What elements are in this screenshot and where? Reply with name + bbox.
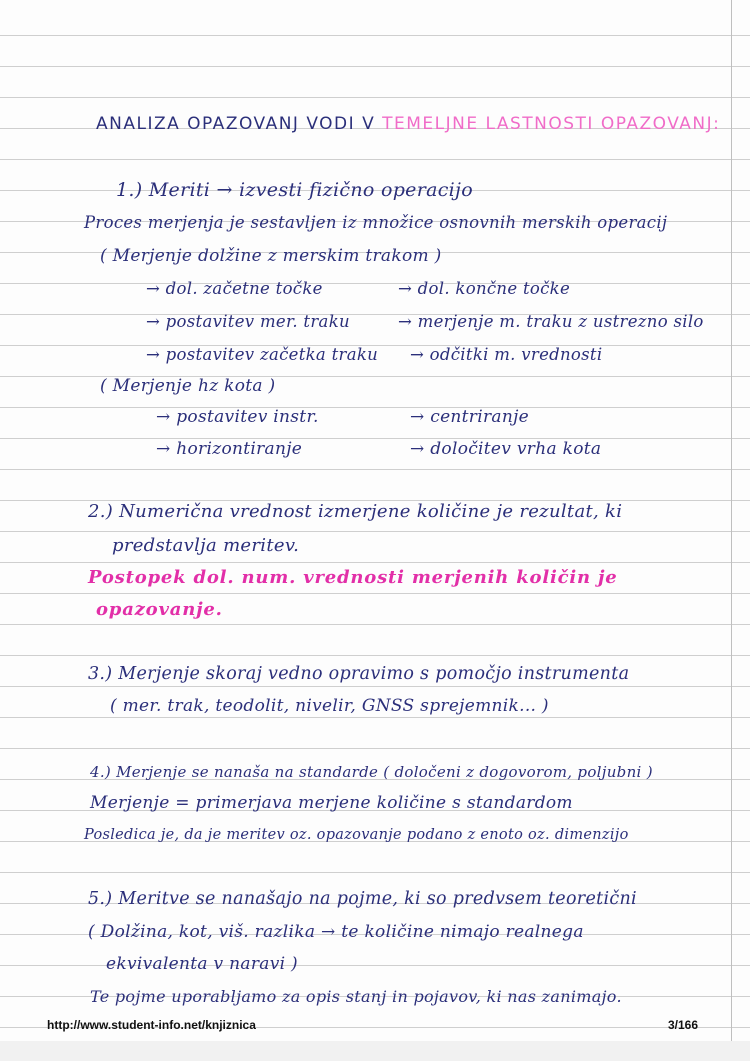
s1-line-9a: → horizontiranje — [156, 439, 303, 459]
s2-pink-line-2: opazovanje. — [96, 599, 223, 620]
s2-pink-line-1: Postopek dol. num. vrednosti merjenih količin je — [88, 567, 618, 588]
margin-line — [731, 0, 732, 1061]
s4-line-1: 4.) Merjenje se nanaša na standarde ( določeni z dogovorom, poljubni ) — [90, 763, 653, 781]
s2-line-2: predstavlja meritev. — [112, 535, 300, 556]
s1-line-8b: → centriranje — [410, 407, 530, 427]
s1-line-8a: → postavitev instr. — [156, 407, 319, 427]
page-bottom-edge — [0, 1041, 750, 1061]
s4-line-3: Posledica je, da je meritev oz. opazovanje podano z enoto oz. dimenzijo — [84, 827, 629, 843]
heading-highlight: TEMELJNE LASTNOSTI OPAZOVANJ: — [382, 114, 721, 134]
s1-line-6b: → odčitki m. vrednosti — [410, 345, 603, 364]
s1-line-7: ( Merjenje hz kota ) — [100, 376, 276, 396]
heading-prefix: ANALIZA OPAZOVANJ VODI V — [96, 114, 376, 134]
s5-line-1: 5.) Meritve se nanašajo na pojme, ki so predvsem teoretični — [88, 889, 637, 909]
s1-line-1: 1.) Meriti → izvesti fizično operacijo — [116, 179, 473, 201]
s1-line-5b: → merjenje m. traku z ustrezno silo — [398, 312, 704, 331]
s1-line-3: ( Merjenje dolžine z merskim trakom ) — [100, 246, 442, 266]
page-number: 3/166 — [668, 1018, 699, 1032]
s2-line-1: 2.) Numerična vrednost izmerjene količine je rezultat, ki — [88, 501, 623, 522]
footer-url[interactable]: http://www.student-info.net/knjiznica — [47, 1018, 256, 1032]
s1-line-4b: → dol. končne točke — [398, 279, 571, 298]
s3-line-1: 3.) Merjenje skoraj vedno opravimo s pomočjo instrumenta — [88, 664, 630, 684]
s3-line-2: ( mer. trak, teodolit, nivelir, GNSS sprejemnik... ) — [110, 696, 549, 716]
s5-line-4: Te pojme uporabljamo za opis stanj in pojavov, ki nas zanimajo. — [90, 987, 622, 1006]
s1-line-4a: → dol. začetne točke — [146, 279, 323, 298]
s5-line-3: ekvivalenta v naravi ) — [106, 954, 298, 974]
s1-line-9b: → določitev vrha kota — [410, 439, 602, 459]
s4-line-2: Merjenje = primerjava merjene količine s standardom — [90, 793, 573, 813]
s1-line-5a: → postavitev mer. traku — [146, 312, 350, 331]
heading — [96, 112, 720, 136]
s1-line-6a: → postavitev začetka traku — [146, 345, 379, 364]
s1-line-2: Proces merjenja je sestavljen iz množice osnovnih merskih operacij — [84, 213, 668, 232]
s5-line-2: ( Dolžina, kot, viš. razlika → te količine nimajo realnega — [88, 922, 584, 942]
